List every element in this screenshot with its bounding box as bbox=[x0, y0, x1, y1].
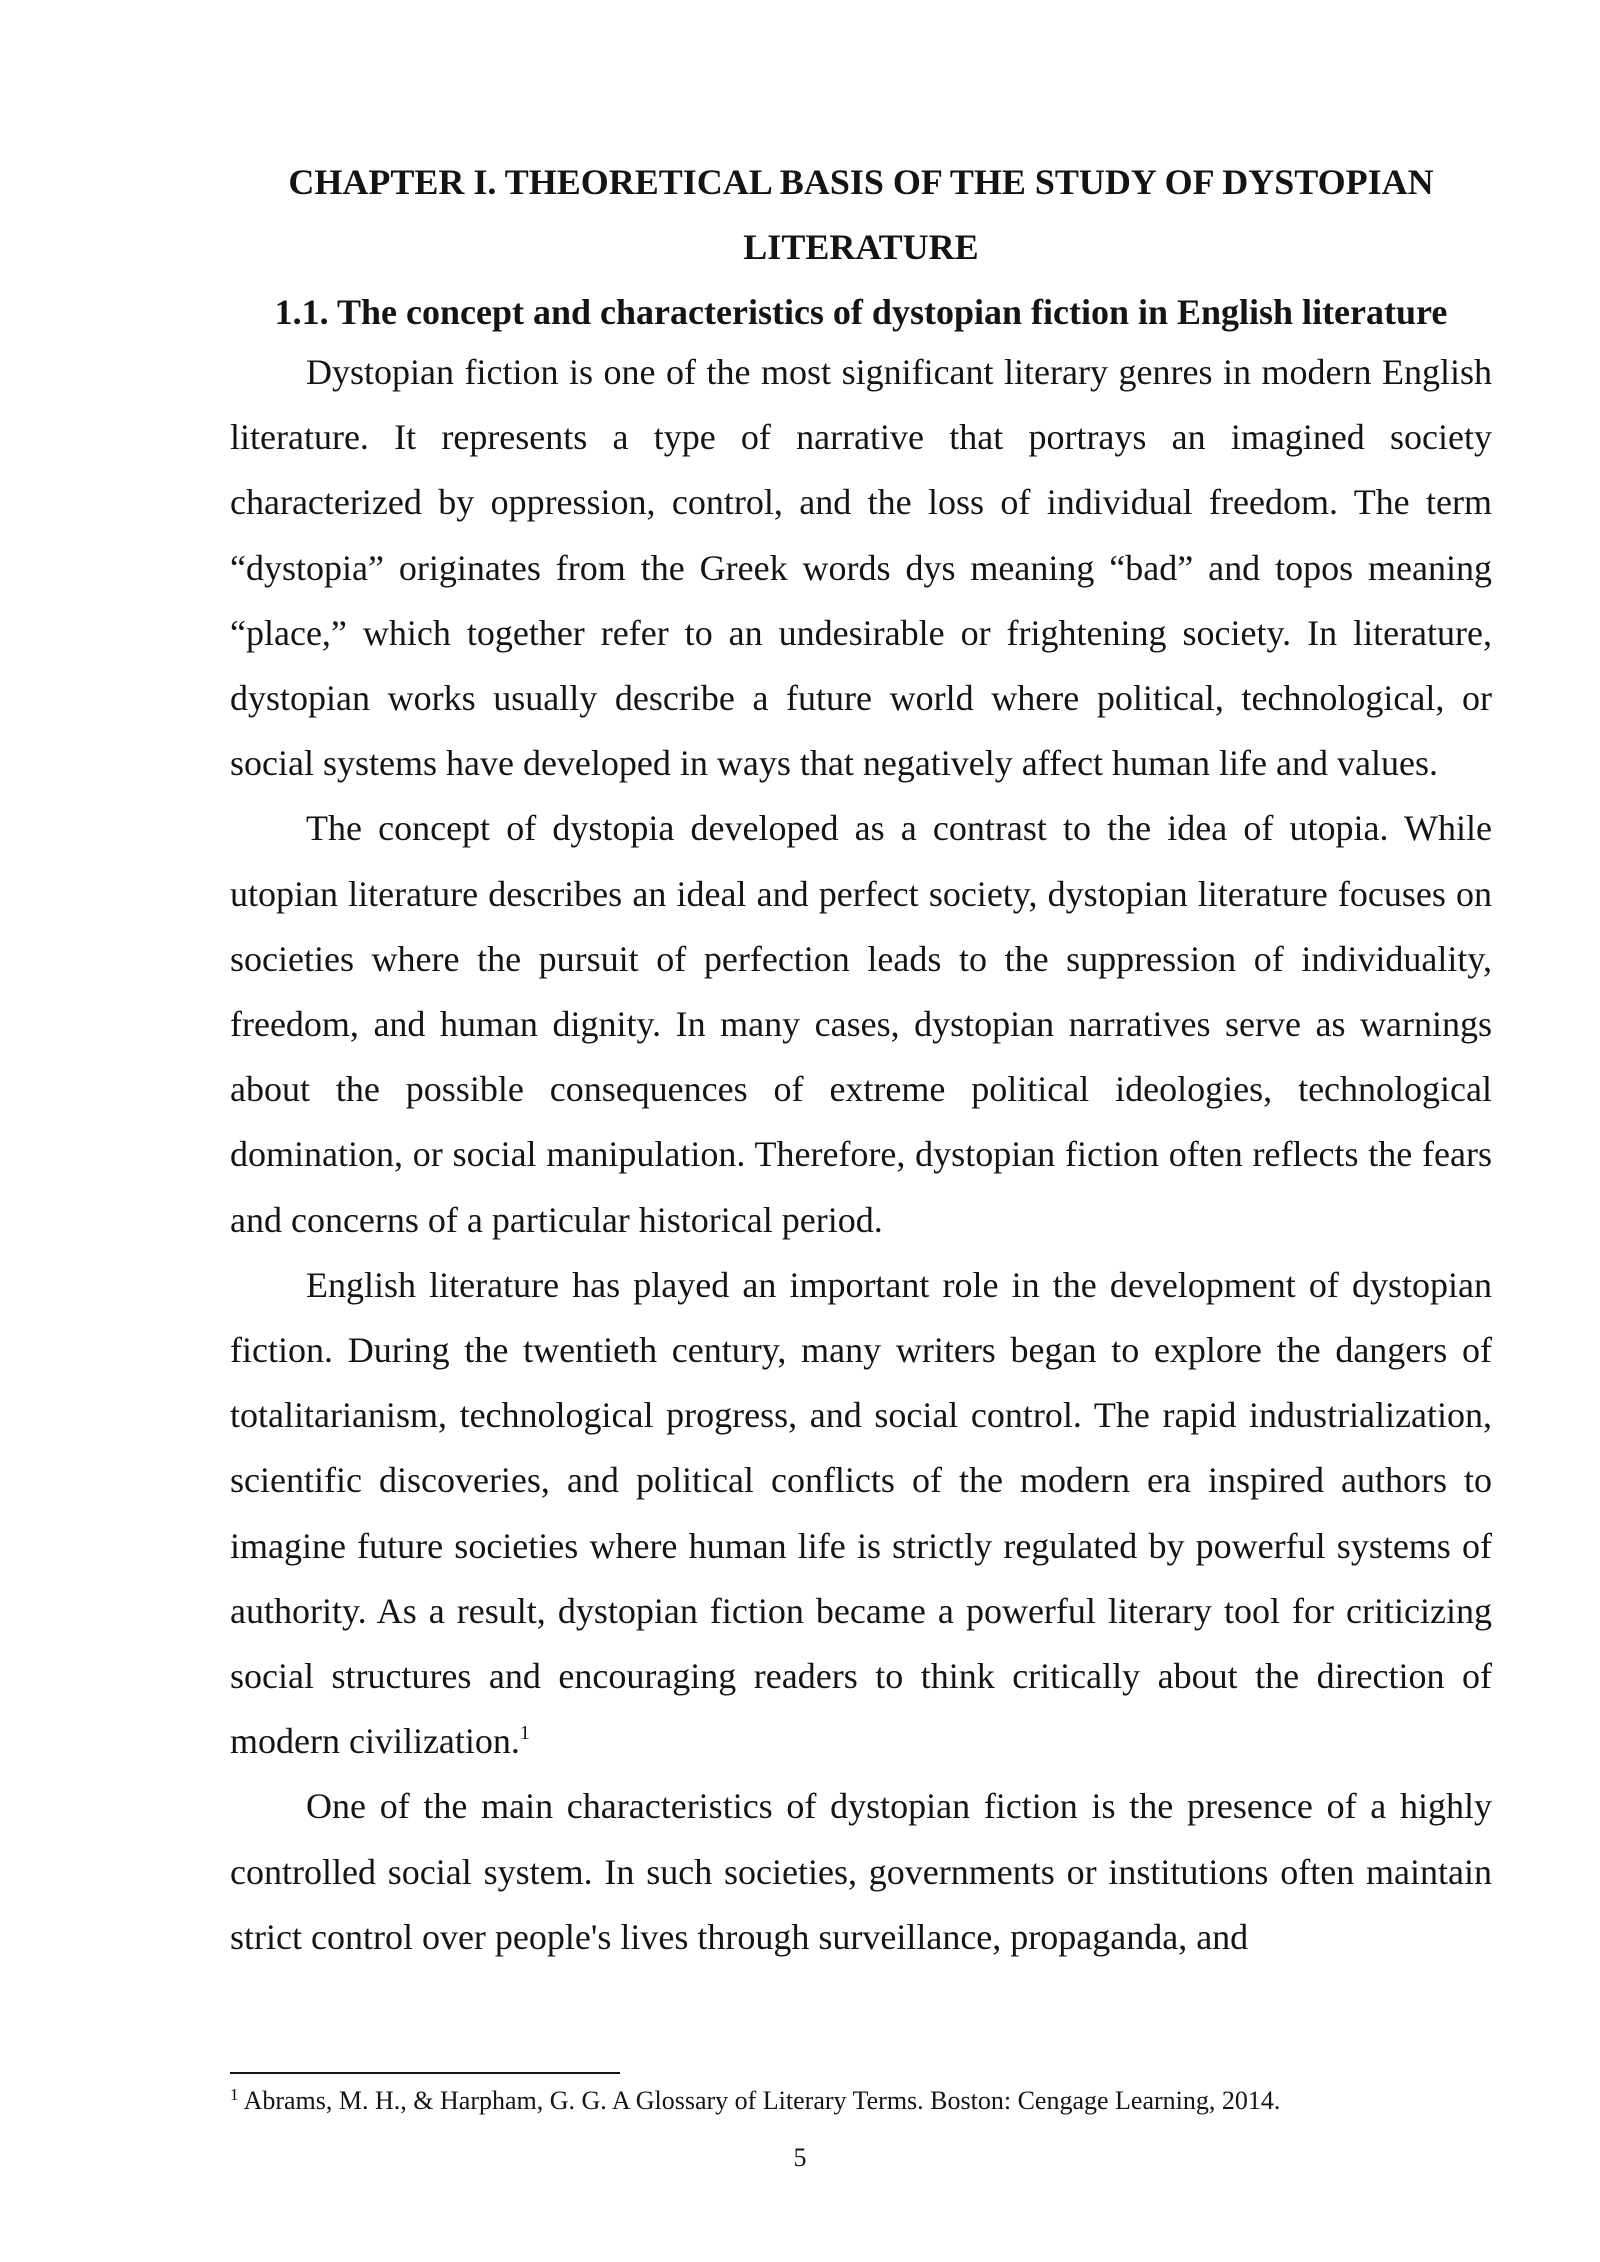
footnote-text: Abrams, M. H., & Harpham, G. G. A Glossary of Literary Terms. Boston: Cengage Learning, 2014. bbox=[243, 2086, 1281, 2115]
paragraph-2 bbox=[230, 796, 1492, 1252]
paragraph-4 bbox=[230, 1774, 1492, 1970]
chapter-title: CHAPTER I. THEORETICAL BASIS OF THE STUDY OF DYSTOPIAN LITERATURE bbox=[288, 162, 1434, 267]
page-number: 5 bbox=[793, 2143, 807, 2172]
footnote-mark: 1 bbox=[230, 2085, 239, 2104]
paragraph-text: One of the main characteristics of dystopian fiction is the presence of a highly controlled social system. In such societies, governments or institutions often maintain strict control over people's lives through surveillance, propaganda, and bbox=[230, 1786, 1492, 1957]
body-text bbox=[230, 340, 1492, 1970]
footnote-separator bbox=[230, 2072, 620, 2074]
paragraph-1 bbox=[230, 340, 1492, 796]
section-title: 1.1. The concept and characteristics of dystopian fiction in English literature bbox=[274, 292, 1448, 332]
paragraph-3 bbox=[230, 1253, 1492, 1775]
footnote-reference[interactable]: 1 bbox=[519, 1722, 530, 1745]
footnote bbox=[230, 2083, 1492, 2119]
paragraph-text: The concept of dystopia developed as a contrast to the idea of utopia. While utopian literature describes an ideal and perfect society, dystopian literature focuses on societies where the pursuit of perfection leads to the suppression of individuality, freedom, and human dignity. In many cases, dystopian narratives serve as warnings about the possible consequences of extreme political ideologies, technological domination, or social manipulation. Therefore, dystopian fiction often reflects the fears and concerns of a particular historical period. bbox=[230, 808, 1492, 1240]
paragraph-text: English literature has played an important role in the development of dystopian fiction. During the twentieth century, many writers began to explore the dangers of totalitarianism, technological progress, and social control. The rapid industrialization, scientific discoveries, and political conflicts of the modern era inspired authors to imagine future societies where human life is strictly regulated by powerful systems of authority. As a result, dystopian fiction became a powerful literary tool for criticizing social structures and encouraging readers to think critically about the direction of modern civilization. bbox=[230, 1264, 1492, 1762]
paragraph-text: Dystopian fiction is one of the most significant literary genres in modern English literature. It represents a type of narrative that portrays an imagined society characterized by oppression, control, and the loss of individual freedom. The term “dystopia” originates from the Greek words dys meaning “bad” and topos meaning “place,” which together refer to an undesirable or frightening society. In literature, dystopian works usually describe a future world where political, technological, or social systems have developed in ways that negatively affect human life and values. bbox=[230, 352, 1492, 784]
